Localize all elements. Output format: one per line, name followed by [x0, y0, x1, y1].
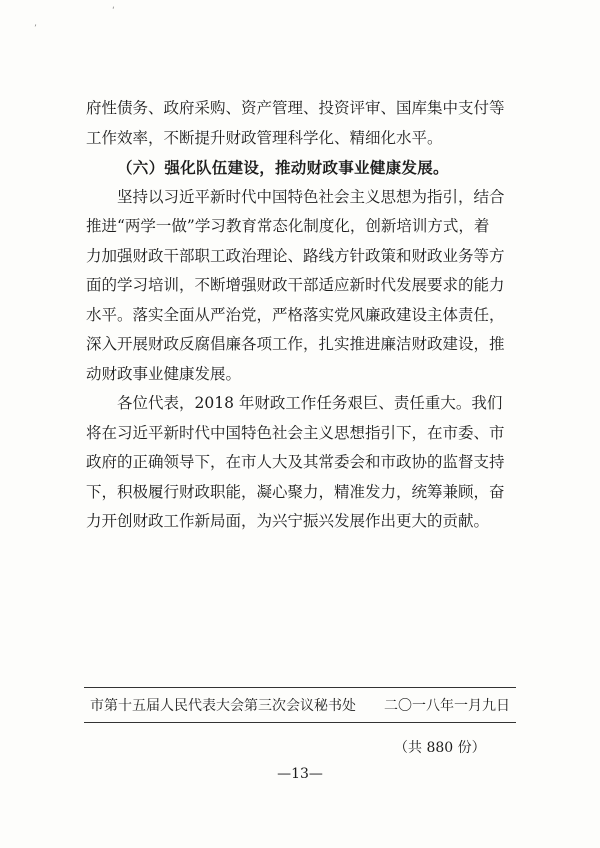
copies-count: （共 880 份）	[394, 740, 486, 756]
paragraph-2	[86, 183, 520, 390]
text-line: 力开创财政工作新局面，为兴宁振兴发展作出更大的贡献。	[86, 512, 490, 530]
page-number: —13—	[277, 766, 323, 782]
issuer-name: 市第十五届人民代表大会第三次会议秘书处	[90, 698, 356, 714]
body-text	[86, 94, 520, 537]
issuer-footer	[84, 687, 516, 723]
paragraph-3	[86, 389, 520, 537]
text-line: 面的学习培训，不断增强财政干部适应新时代发展要求的能力	[86, 276, 505, 294]
text-line: 下，积极履行财政职能，凝心聚力，精准发力，统筹兼顾，奋	[86, 482, 505, 501]
issue-date: 二〇一八年一月九日	[384, 698, 510, 714]
section-heading: （六）强化队伍建设，推动财政事业健康发展。	[117, 158, 449, 177]
text-line: 将在习近平新时代中国特色社会主义思想指引下，在市委、市	[86, 423, 505, 442]
scan-mark-top: ‘	[112, 6, 115, 16]
text-line: 力加强财政干部职工政治理论、路线方针政策和财政业务等方	[86, 246, 505, 265]
paragraph-1	[86, 94, 520, 153]
text-line: 府性债务、政府采购、资产管理、投资评审、国库集中支付等	[86, 99, 505, 117]
text-line: 动财政事业健康发展。	[86, 364, 242, 383]
scan-mark-left: ’	[34, 24, 37, 34]
text-line: 坚持以习近平新时代中国特色社会主义思想为指引，结合	[117, 187, 505, 206]
text-line: 各位代表，2018 年财政工作任务艰巨、责任重大。我们	[117, 394, 503, 412]
text-line: 推进“两学一做”学习教育常态化制度化，创新培训方式，着	[86, 217, 490, 235]
text-line: 政府的正确领导下，在市人大及其常委会和市政协的监督支持	[86, 453, 505, 471]
text-line: 工作效率，不断提升财政管理科学化、精细化水平。	[86, 128, 443, 147]
text-line: 水平。落实全面从严治党，严格落实党风廉政建设主体责任，	[86, 305, 505, 324]
text-line: 深入开展财政反腐倡廉各项工作，扎实推进廉洁财政建设，推	[86, 335, 505, 353]
